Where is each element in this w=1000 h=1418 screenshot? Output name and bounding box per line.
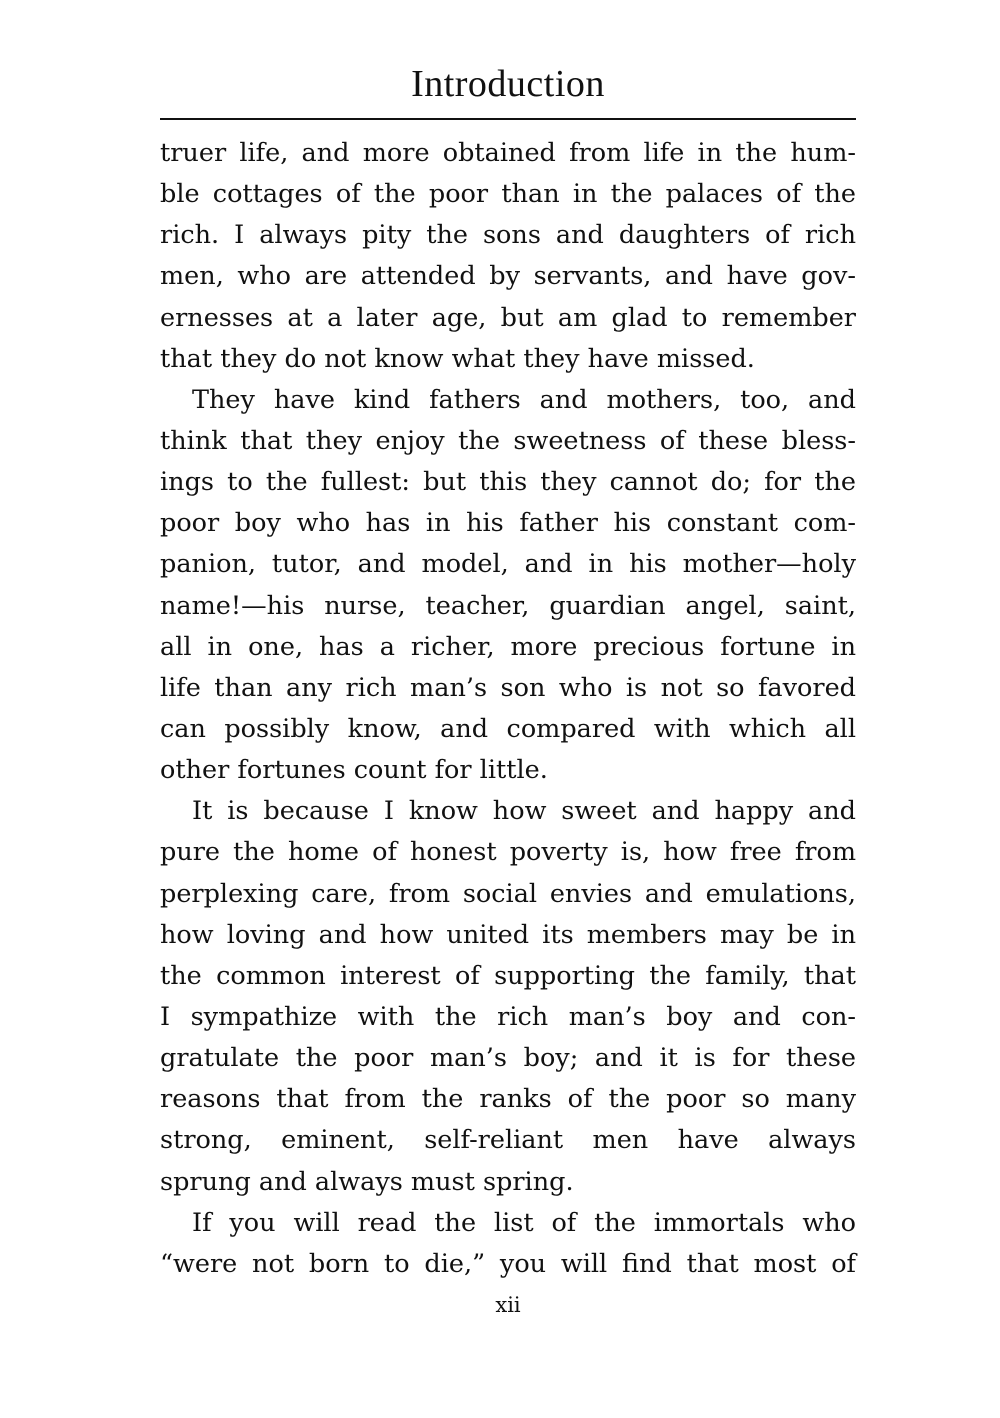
header-rule	[160, 118, 856, 120]
paragraph-first-line: It is because I know how sweet and happy and	[192, 796, 856, 827]
text-line: the common interest of supporting the family, that	[160, 960, 856, 991]
text-line: ble cottages of the poor than in the palaces of the	[160, 179, 856, 210]
text-line: all in one, has a richer, more precious fortune in	[160, 631, 856, 662]
text-line: poor boy who has in his father his constant com-	[160, 508, 856, 539]
text-line: can possibly know, and compared with which all	[160, 713, 856, 744]
text-line: men, who are attended by servants, and have gov-	[160, 261, 856, 292]
body-text	[160, 133, 856, 1285]
text-line: ernesses at a later age, but am glad to remember	[160, 302, 856, 333]
page-number: xii	[495, 1293, 521, 1317]
text-line: gratulate the poor man’s boy; and it is for these	[160, 1043, 856, 1074]
text-line: reasons that from the ranks of the poor so many	[160, 1084, 856, 1115]
running-head-title: Introduction	[411, 63, 605, 105]
text-line: truer life, and more obtained from life in the hum-	[160, 138, 856, 168]
text-line: sprung and always must spring.	[160, 1166, 574, 1197]
text-line: rich. I always pity the sons and daughters of rich	[160, 220, 856, 251]
paragraph-first-line: If you will read the list of the immortals who	[192, 1207, 856, 1238]
text-line: ings to the fullest: but this they cannot do; for the	[160, 467, 856, 498]
text-line: other fortunes count for little.	[160, 755, 548, 786]
text-line: name!—his nurse, teacher, guardian angel, saint,	[160, 590, 856, 621]
text-line: that they do not know what they have missed.	[160, 343, 755, 374]
text-line: pure the home of honest poverty is, how free from	[160, 837, 856, 868]
text-line: think that they enjoy the sweetness of these bless-	[160, 425, 856, 456]
text-line: perplexing care, from social envies and emulations,	[160, 878, 856, 909]
text-line: “were not born to die,” you will find that most of	[160, 1248, 856, 1279]
text-line: life than any rich man’s son who is not so favored	[160, 672, 856, 703]
text-line: I sympathize with the rich man’s boy and con-	[160, 1001, 856, 1032]
text-line: how loving and how united its members may be in	[160, 919, 856, 950]
text-line: panion, tutor, and model, and in his mother—holy	[160, 549, 856, 580]
text-line: strong, eminent, self-reliant men have always	[160, 1125, 856, 1156]
paragraph-first-line: They have kind fathers and mothers, too, and	[192, 384, 856, 415]
